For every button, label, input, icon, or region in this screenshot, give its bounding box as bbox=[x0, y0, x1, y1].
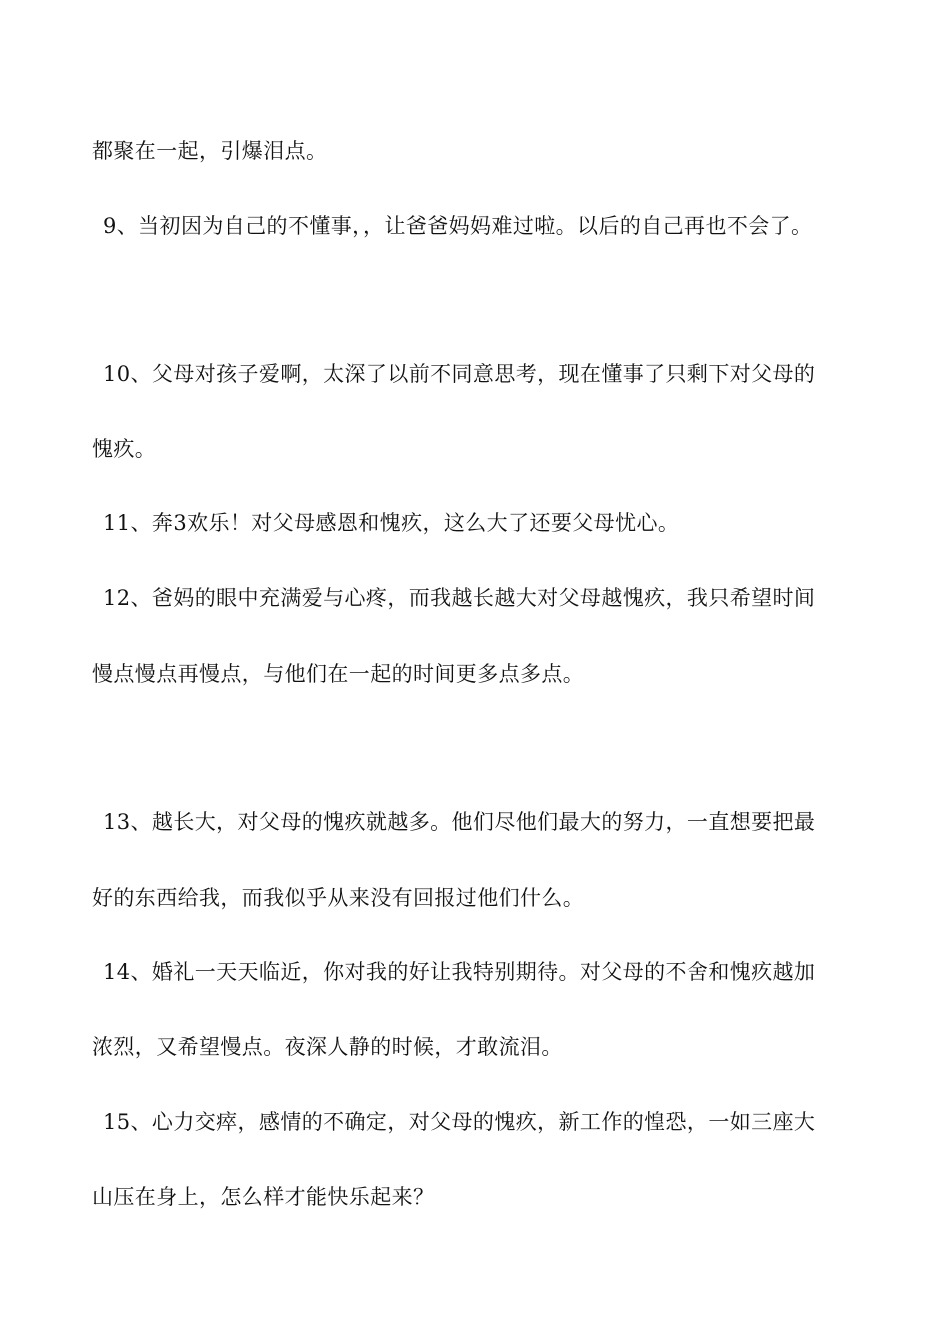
list-item-13: 13、越长大，对父母的愧疚就越多。他们尽他们最大的努力，一直想要把最 bbox=[103, 810, 816, 834]
text-line: 好的东西给我，而我似乎从来没有回报过他们什么。 bbox=[92, 886, 585, 910]
list-item-11: 11、奔3欢乐！对父母感恩和愧疚，这么大了还要父母忧心。 bbox=[103, 511, 680, 535]
text-line: 慢点慢点再慢点，与他们在一起的时间更多点多点。 bbox=[92, 662, 585, 686]
text-line: 浓烈，又希望慢点。夜深人静的时候，才敢流泪。 bbox=[92, 1035, 563, 1059]
list-item-15: 15、心力交瘁，感情的不确定，对父母的愧疚，新工作的惶恐，一如三座大 bbox=[103, 1110, 816, 1134]
text-line: 愧疚。 bbox=[92, 437, 157, 461]
list-item-9: 9、当初因为自己的不懂事，，让爸爸妈妈难过啦。以后的自己再也不会了。 bbox=[103, 214, 813, 238]
text-line: 都聚在一起，引爆泪点。 bbox=[92, 139, 328, 163]
list-item-14: 14、婚礼一天天临近，你对我的好让我特别期待。对父母的不舍和愧疚越加 bbox=[103, 960, 816, 984]
text-line: 山压在身上，怎么样才能快乐起来？ bbox=[92, 1185, 435, 1209]
list-item-12: 12、爸妈的眼中充满爱与心疼，而我越长越大对父母越愧疚，我只希望时间 bbox=[103, 586, 816, 610]
list-item-10: 10、父母对孩子爱啊，太深了以前不同意思考，现在懂事了只剩下对父母的 bbox=[103, 362, 816, 386]
